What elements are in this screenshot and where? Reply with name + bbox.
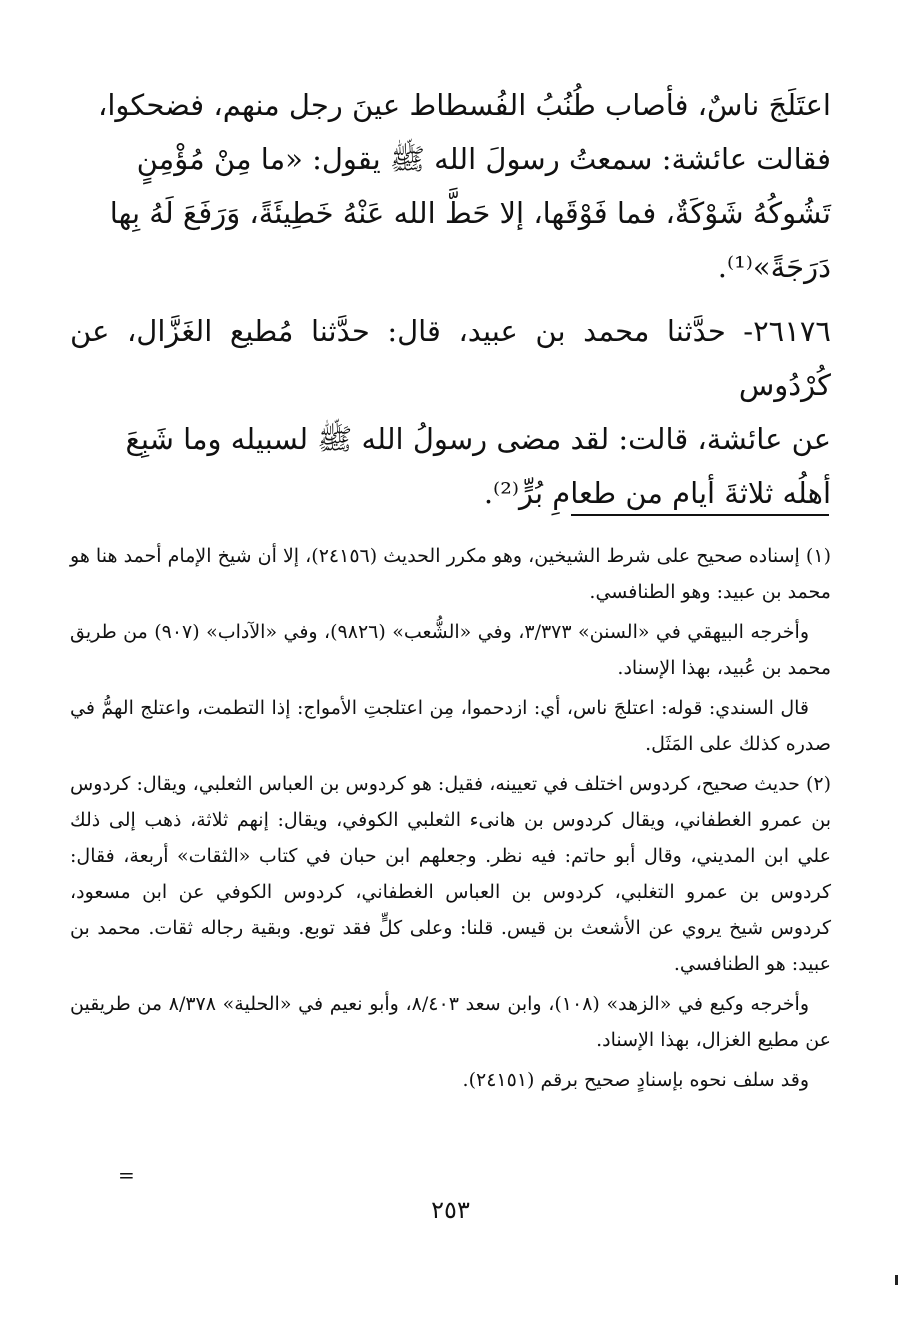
text-line: عن عائشة، قالت: لقد مضى رسولُ الله ﷺ لسبيله وما شَبِعَ bbox=[125, 422, 831, 456]
footnote-2-source: وأخرجه وكيع في «الزهد» (١٠٨)، وابن سعد ٨/٤٠٣، وأبو نعيم في «الحلية» ٨/٣٧٨ من طريقين عن مطيع الغزال، بهذا الإسناد. bbox=[70, 993, 831, 1051]
footnotes bbox=[70, 538, 831, 1102]
page-number: ٢٥٣ bbox=[431, 1196, 470, 1224]
main-text bbox=[70, 78, 831, 520]
text-line: اعتَلَجَ ناسٌ، فأصاب طُنُبُ الفُسطاط عينَ رجل منهم، فضحكوا، bbox=[98, 88, 831, 122]
footnote-1: (١) إسناده صحيح على شرط الشيخين، وهو مكرر الحديث (٢٤١٥٦)، إلا أن شيخ الإمام أحمد هنا هو محمد بن عبيد: وهو الطنافسي. bbox=[70, 545, 831, 603]
footnote-2-crossref: وقد سلف نحوه بإسنادٍ صحيح برقم (٢٤١٥١). bbox=[462, 1069, 809, 1091]
footnote-1-commentary: قال السندي: قوله: اعتلجَ ناس، أي: ازدحموا، مِن اعتلجتِ الأمواج: إذا التطمت، واعتلج الهمُّ في صدره كذلك على المَثَل. bbox=[70, 697, 831, 755]
footnote-1-source: وأخرجه البيهقي في «السنن» ٣/٣٧٣، وفي «الشُّعب» (٩٨٢٦)، وفي «الآداب» (٩٠٧) من طريق محمد بن عُبيد، بهذا الإسناد. bbox=[70, 621, 831, 679]
text-line: ٢٦١٧٦- حدَّثنا محمد بن عبيد، قال: حدَّثنا مُطيع الغَزَّال، عن كُرْدُوس bbox=[70, 314, 831, 402]
footnote-2: (٢) حديث صحيح، كردوس اختلف في تعيينه، فقيل: هو كردوس بن العباس الثعلبي، ويقال: كردوس بن عمرو الغطفاني، ويقال كردوس بن هانىء الثعلبي الكوفي، ويقال: إنهم ثلاثة، ذهب إلى ذلك علي ابن المديني، وقال أبو حاتم: فيه نظر. وجعلهم ابن حبان في كتاب «الثقات» أربعة، فقال: كردوس بن عمرو التغلبي، كردوس بن العباس الغطفاني، كردوس الكوفي عن ابن مسعود، كردوس شيخ يروي عن الأشعث بن قيس. قلنا: وعلى كلٍّ فقد توبع. وبقية رجاله ثقات. محمد بن عبيد: هو الطنافسي. bbox=[70, 773, 831, 975]
scan-edge-mark bbox=[895, 1275, 898, 1285]
text-line: فقالت عائشة: سمعتُ رسولَ الله ﷺ يقول: «ما مِنْ مُؤْمِنٍ bbox=[136, 142, 831, 176]
footnote-separator bbox=[571, 514, 829, 516]
text-line: دَرَجَةً»⁽¹⁾. bbox=[717, 250, 831, 284]
continuation-mark: = bbox=[118, 1163, 135, 1187]
hadith-paragraph-2 bbox=[70, 304, 831, 520]
hadith-paragraph-1 bbox=[70, 78, 831, 294]
text-line: تَشُوكُهُ شَوْكَةٌ، فما فَوْقَها، إلا حَطَّ الله عَنْهُ خَطِيئَةً، وَرَفَعَ لَهُ بِها bbox=[109, 196, 831, 230]
text-line: أهلُه ثلاثةَ أيام من طعامِ بُرٍّ⁽²⁾. bbox=[483, 476, 831, 510]
